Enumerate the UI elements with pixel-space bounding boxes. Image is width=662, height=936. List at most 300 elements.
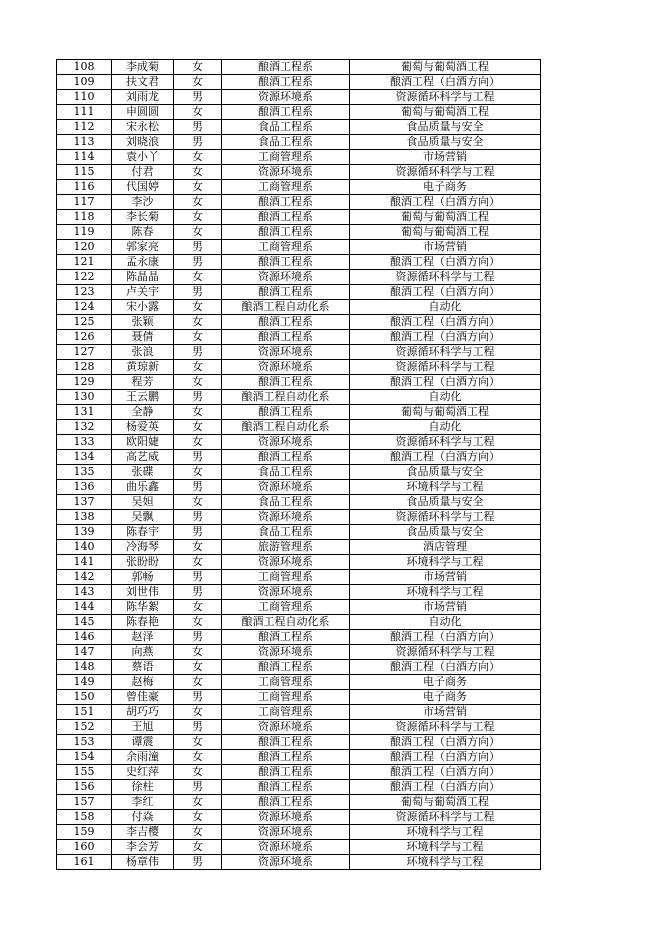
table-row [57,525,541,540]
cell-number: 125 [57,315,112,330]
cell-name: 代国婷 [112,180,174,195]
cell-department: 酿酒工程系 [222,315,350,330]
cell-gender: 女 [174,75,222,90]
table-row [57,480,541,495]
cell-name: 申圆圆 [112,105,174,120]
table-row [57,225,541,240]
cell-name: 张颖 [112,315,174,330]
table-row [57,135,541,150]
cell-number: 160 [57,840,112,855]
cell-name: 刘晓浪 [112,135,174,150]
table-row [57,825,541,840]
cell-gender: 男 [174,390,222,405]
cell-gender: 男 [174,510,222,525]
cell-name: 扶文君 [112,75,174,90]
cell-major: 环境科学与工程 [350,480,541,495]
cell-number: 144 [57,600,112,615]
cell-number: 111 [57,105,112,120]
cell-number: 122 [57,270,112,285]
table-row [57,180,541,195]
cell-major: 电子商务 [350,675,541,690]
table-row [57,210,541,225]
cell-department: 资源环境系 [222,810,350,825]
cell-number: 130 [57,390,112,405]
cell-gender: 女 [174,645,222,660]
cell-department: 工商管理系 [222,570,350,585]
cell-name: 付焱 [112,810,174,825]
cell-major: 酿酒工程（白酒方向） [350,285,541,300]
cell-number: 129 [57,375,112,390]
table-row [57,555,541,570]
cell-gender: 男 [174,255,222,270]
cell-department: 酿酒工程系 [222,450,350,465]
cell-name: 王旭 [112,720,174,735]
cell-number: 140 [57,540,112,555]
cell-number: 143 [57,585,112,600]
cell-name: 张盼盼 [112,555,174,570]
cell-gender: 女 [174,330,222,345]
cell-department: 酿酒工程系 [222,765,350,780]
table-row [57,165,541,180]
cell-department: 酿酒工程系 [222,660,350,675]
cell-department: 工商管理系 [222,600,350,615]
table-row [57,705,541,720]
cell-gender: 女 [174,165,222,180]
cell-major: 市场营销 [350,600,541,615]
cell-gender: 男 [174,120,222,135]
cell-number: 141 [57,555,112,570]
cell-department: 资源环境系 [222,720,350,735]
cell-gender: 女 [174,210,222,225]
cell-name: 程芳 [112,375,174,390]
cell-major: 酿酒工程（白酒方向） [350,660,541,675]
table-row [57,405,541,420]
table-row [57,330,541,345]
cell-gender: 女 [174,840,222,855]
cell-name: 吴妲 [112,495,174,510]
cell-gender: 女 [174,465,222,480]
cell-number: 120 [57,240,112,255]
cell-gender: 女 [174,60,222,75]
cell-number: 128 [57,360,112,375]
cell-major: 葡萄与葡萄酒工程 [350,105,541,120]
cell-major: 资源循环科学与工程 [350,270,541,285]
cell-number: 147 [57,645,112,660]
cell-gender: 女 [174,675,222,690]
table-row [57,90,541,105]
cell-gender: 女 [174,420,222,435]
cell-gender: 女 [174,810,222,825]
cell-gender: 女 [174,405,222,420]
cell-major: 葡萄与葡萄酒工程 [350,405,541,420]
cell-gender: 男 [174,450,222,465]
cell-name: 胡巧巧 [112,705,174,720]
cell-gender: 女 [174,315,222,330]
cell-major: 酿酒工程（白酒方向） [350,75,541,90]
cell-major: 酿酒工程（白酒方向） [350,375,541,390]
cell-name: 郭畅 [112,570,174,585]
cell-major: 市场营销 [350,240,541,255]
cell-major: 自动化 [350,390,541,405]
cell-name: 曾佳豪 [112,690,174,705]
cell-major: 环境科学与工程 [350,825,541,840]
cell-gender: 男 [174,585,222,600]
cell-major: 酿酒工程（白酒方向） [350,765,541,780]
cell-major: 资源循环科学与工程 [350,720,541,735]
table-row [57,540,541,555]
cell-number: 131 [57,405,112,420]
table-row [57,420,541,435]
cell-department: 酿酒工程系 [222,225,350,240]
cell-gender: 男 [174,720,222,735]
table-row [57,150,541,165]
cell-gender: 女 [174,555,222,570]
cell-major: 资源循环科学与工程 [350,510,541,525]
cell-major: 市场营销 [350,150,541,165]
cell-number: 123 [57,285,112,300]
cell-number: 110 [57,90,112,105]
cell-department: 资源环境系 [222,555,350,570]
cell-major: 酿酒工程（白酒方向） [350,195,541,210]
cell-department: 食品工程系 [222,525,350,540]
cell-gender: 女 [174,195,222,210]
cell-name: 冷海琴 [112,540,174,555]
cell-gender: 女 [174,795,222,810]
cell-gender: 女 [174,180,222,195]
cell-department: 酿酒工程自动化系 [222,300,350,315]
cell-name: 谭震 [112,735,174,750]
table-row [57,720,541,735]
cell-department: 酿酒工程系 [222,750,350,765]
table-row [57,285,541,300]
cell-department: 酿酒工程系 [222,60,350,75]
cell-department: 酿酒工程系 [222,105,350,120]
cell-gender: 女 [174,540,222,555]
cell-number: 154 [57,750,112,765]
cell-department: 资源环境系 [222,510,350,525]
cell-department: 酿酒工程系 [222,630,350,645]
cell-number: 119 [57,225,112,240]
student-table [56,59,541,870]
cell-gender: 男 [174,480,222,495]
table-row [57,735,541,750]
cell-department: 资源环境系 [222,585,350,600]
cell-gender: 女 [174,705,222,720]
cell-major: 电子商务 [350,690,541,705]
cell-major: 自动化 [350,420,541,435]
cell-major: 葡萄与葡萄酒工程 [350,795,541,810]
cell-number: 151 [57,705,112,720]
cell-number: 136 [57,480,112,495]
cell-number: 121 [57,255,112,270]
cell-major: 资源循环科学与工程 [350,345,541,360]
cell-gender: 男 [174,345,222,360]
cell-gender: 男 [174,780,222,795]
table-row [57,645,541,660]
cell-number: 126 [57,330,112,345]
table-row [57,780,541,795]
cell-name: 孟永康 [112,255,174,270]
cell-major: 酿酒工程（白酒方向） [350,780,541,795]
cell-major: 食品质量与安全 [350,120,541,135]
cell-name: 陈晶晶 [112,270,174,285]
table-row [57,315,541,330]
cell-name: 卢关宇 [112,285,174,300]
cell-major: 食品质量与安全 [350,465,541,480]
cell-number: 116 [57,180,112,195]
cell-gender: 男 [174,855,222,870]
cell-name: 曲乐鑫 [112,480,174,495]
table-row [57,120,541,135]
cell-gender: 女 [174,360,222,375]
cell-department: 酿酒工程自动化系 [222,615,350,630]
table-row [57,810,541,825]
cell-number: 108 [57,60,112,75]
cell-department: 酿酒工程系 [222,375,350,390]
cell-department: 资源环境系 [222,855,350,870]
table-row [57,435,541,450]
cell-name: 蔡语 [112,660,174,675]
table-row [57,465,541,480]
cell-name: 李红 [112,795,174,810]
cell-gender: 男 [174,135,222,150]
cell-gender: 女 [174,660,222,675]
table-row [57,615,541,630]
cell-department: 食品工程系 [222,120,350,135]
table-row [57,105,541,120]
cell-department: 资源环境系 [222,90,350,105]
cell-gender: 女 [174,225,222,240]
cell-number: 132 [57,420,112,435]
cell-department: 资源环境系 [222,435,350,450]
cell-major: 酿酒工程（白酒方向） [350,750,541,765]
cell-number: 157 [57,795,112,810]
cell-name: 吴飘 [112,510,174,525]
cell-name: 李长菊 [112,210,174,225]
cell-name: 李成菊 [112,60,174,75]
cell-gender: 女 [174,615,222,630]
cell-department: 资源环境系 [222,480,350,495]
cell-name: 陈春 [112,225,174,240]
cell-number: 146 [57,630,112,645]
cell-name: 杨爱英 [112,420,174,435]
cell-number: 152 [57,720,112,735]
cell-gender: 女 [174,735,222,750]
cell-gender: 女 [174,765,222,780]
cell-gender: 男 [174,630,222,645]
cell-number: 138 [57,510,112,525]
cell-name: 李会芳 [112,840,174,855]
table-row [57,390,541,405]
cell-gender: 女 [174,105,222,120]
cell-department: 资源环境系 [222,645,350,660]
table-row [57,195,541,210]
cell-name: 宋永松 [112,120,174,135]
cell-name: 张碟 [112,465,174,480]
cell-department: 工商管理系 [222,240,350,255]
cell-major: 葡萄与葡萄酒工程 [350,225,541,240]
cell-number: 155 [57,765,112,780]
cell-name: 杨章伟 [112,855,174,870]
table-row [57,600,541,615]
cell-name: 付君 [112,165,174,180]
cell-major: 环境科学与工程 [350,585,541,600]
table-row [57,795,541,810]
table-row [57,840,541,855]
cell-number: 153 [57,735,112,750]
cell-gender: 女 [174,600,222,615]
cell-major: 市场营销 [350,705,541,720]
cell-department: 酿酒工程系 [222,795,350,810]
cell-major: 环境科学与工程 [350,555,541,570]
cell-department: 工商管理系 [222,180,350,195]
table-row [57,450,541,465]
cell-number: 158 [57,810,112,825]
cell-number: 127 [57,345,112,360]
cell-number: 117 [57,195,112,210]
cell-number: 118 [57,210,112,225]
cell-gender: 男 [174,570,222,585]
cell-major: 自动化 [350,615,541,630]
cell-major: 食品质量与安全 [350,495,541,510]
cell-gender: 男 [174,690,222,705]
cell-number: 161 [57,855,112,870]
cell-number: 135 [57,465,112,480]
cell-name: 陈华絮 [112,600,174,615]
cell-name: 全静 [112,405,174,420]
table-row [57,495,541,510]
cell-major: 资源循环科学与工程 [350,165,541,180]
cell-gender: 女 [174,375,222,390]
cell-department: 酿酒工程自动化系 [222,390,350,405]
cell-major: 酒店管理 [350,540,541,555]
cell-gender: 女 [174,825,222,840]
cell-major: 资源循环科学与工程 [350,810,541,825]
cell-major: 葡萄与葡萄酒工程 [350,210,541,225]
cell-department: 酿酒工程自动化系 [222,420,350,435]
cell-name: 王云鹏 [112,390,174,405]
cell-name: 向燕 [112,645,174,660]
cell-name: 高艺威 [112,450,174,465]
cell-department: 资源环境系 [222,360,350,375]
cell-department: 酿酒工程系 [222,735,350,750]
table-row [57,765,541,780]
cell-major: 电子商务 [350,180,541,195]
cell-department: 旅游管理系 [222,540,350,555]
cell-number: 156 [57,780,112,795]
table-row [57,345,541,360]
cell-number: 149 [57,675,112,690]
cell-name: 刘雨龙 [112,90,174,105]
cell-name: 李吉樱 [112,825,174,840]
cell-major: 资源循环科学与工程 [350,360,541,375]
table-row [57,630,541,645]
cell-gender: 女 [174,270,222,285]
cell-department: 资源环境系 [222,270,350,285]
cell-name: 史红萍 [112,765,174,780]
cell-department: 食品工程系 [222,495,350,510]
table-row [57,675,541,690]
cell-name: 黄琼新 [112,360,174,375]
cell-name: 赵泽 [112,630,174,645]
cell-gender: 男 [174,240,222,255]
cell-name: 余雨潼 [112,750,174,765]
cell-major: 酿酒工程（白酒方向） [350,735,541,750]
cell-major: 食品质量与安全 [350,135,541,150]
cell-gender: 男 [174,90,222,105]
cell-number: 159 [57,825,112,840]
table-row [57,375,541,390]
cell-major: 酿酒工程（白酒方向） [350,630,541,645]
table-row [57,360,541,375]
cell-number: 137 [57,495,112,510]
cell-gender: 女 [174,750,222,765]
cell-department: 工商管理系 [222,675,350,690]
cell-department: 酿酒工程系 [222,75,350,90]
cell-department: 工商管理系 [222,690,350,705]
cell-major: 环境科学与工程 [350,855,541,870]
cell-number: 113 [57,135,112,150]
cell-department: 资源环境系 [222,345,350,360]
cell-department: 酿酒工程系 [222,780,350,795]
cell-department: 酿酒工程系 [222,255,350,270]
cell-department: 食品工程系 [222,465,350,480]
cell-department: 食品工程系 [222,135,350,150]
cell-number: 139 [57,525,112,540]
table-row [57,570,541,585]
table-row [57,270,541,285]
cell-department: 资源环境系 [222,825,350,840]
cell-number: 142 [57,570,112,585]
cell-name: 陈春宇 [112,525,174,540]
table-row [57,660,541,675]
cell-name: 张浪 [112,345,174,360]
cell-major: 资源循环科学与工程 [350,435,541,450]
table-row [57,855,541,870]
cell-name: 郭家亮 [112,240,174,255]
cell-department: 酿酒工程系 [222,285,350,300]
table-row [57,585,541,600]
cell-gender: 女 [174,435,222,450]
cell-major: 资源循环科学与工程 [350,645,541,660]
cell-name: 宋小露 [112,300,174,315]
cell-major: 酿酒工程（白酒方向） [350,315,541,330]
cell-number: 112 [57,120,112,135]
cell-number: 148 [57,660,112,675]
table-row [57,60,541,75]
cell-department: 资源环境系 [222,840,350,855]
cell-name: 李沙 [112,195,174,210]
cell-major: 酿酒工程（白酒方向） [350,450,541,465]
cell-gender: 男 [174,285,222,300]
cell-major: 葡萄与葡萄酒工程 [350,60,541,75]
cell-department: 工商管理系 [222,705,350,720]
cell-gender: 女 [174,300,222,315]
cell-name: 陈春艳 [112,615,174,630]
cell-gender: 女 [174,495,222,510]
cell-name: 聂倩 [112,330,174,345]
cell-number: 150 [57,690,112,705]
cell-major: 酿酒工程（白酒方向） [350,255,541,270]
cell-name: 欧阳婕 [112,435,174,450]
cell-department: 酿酒工程系 [222,405,350,420]
cell-gender: 男 [174,525,222,540]
cell-department: 酿酒工程系 [222,195,350,210]
table-row [57,75,541,90]
cell-major: 食品质量与安全 [350,525,541,540]
cell-number: 145 [57,615,112,630]
cell-department: 酿酒工程系 [222,210,350,225]
